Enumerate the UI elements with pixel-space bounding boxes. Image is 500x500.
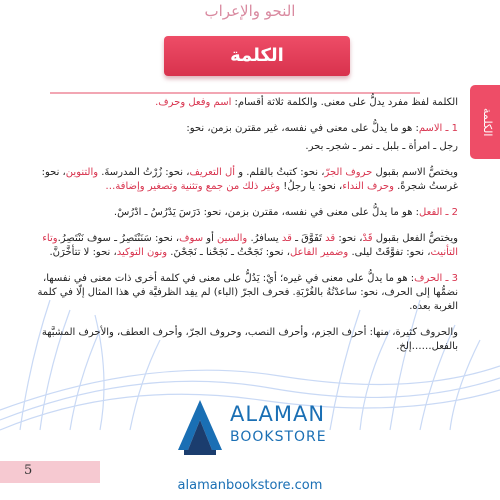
highlighted-text: حروف الجرّ [324,167,373,178]
particle-definition [36,272,458,314]
highlighted-text: والسين [217,233,248,244]
highlighted-text: وغير ذلك من جمع وتثنية وتصغير وإضافة… [105,181,281,192]
page-title: الكلمة [230,45,284,66]
text-run: : هو ما يدلُّ على معنى في غيره؛ أيْ: يَدُلُّ على معنى في كلمة أخرى ذات معنى في نفسها، نضمُّها إلى الحرف، نحو: ساعدْتُهُ بالغُرْبَةِ. فحرف الجرّ (الباء) لم يفِد الظرفيَّة في هذا المثال إلّا في كلمة الغربة بعده. [37,273,458,312]
text-run: ، نحو: يا رجلُ! [280,181,343,192]
particle-types [36,326,458,354]
highlighted-text: قد [325,233,336,244]
text-run: ، نحو: غرستُ شجرةً. [41,167,458,192]
text-run: ، نحو: تفوَّقَتْ ليلى. [348,247,431,258]
verb-features [36,232,458,260]
noun-features [36,166,458,194]
text-run: ، نحو: سَنَنْتَصِرُ ـ سوف نَنْتَصِرُ. [57,233,180,244]
verb-definition [36,206,458,220]
noun-examples [36,140,458,154]
text-run: : هو ما يدلُّ على معنى في نفسه، مقترن بزمن، نحو: دَرَسَ يَدْرُسُ ـ ادْرُسْ. [113,207,420,218]
text-run: الكلمة لفظ مفرد يدلُّ على معنى. والكلمة ثلاثة أقسام: [231,97,458,108]
side-tab [470,85,500,159]
title-divider [50,92,420,94]
section-heading-verb: 2 ـ الفعل [419,207,458,218]
intro-paragraph [36,96,458,110]
website-link[interactable]: alamanbookstore.com [177,478,323,493]
text-run: تَفَوَّقَ ـ [291,233,326,244]
text-run: ويختصُّ الفعل بقبول [372,233,458,244]
alaman-logo-icon [176,398,224,458]
noun-definition [36,122,458,136]
page-number: 5 [24,463,33,478]
highlighted-text: والتنوين [65,167,99,178]
text-run: ، نحو: نَجَحْتُ ـ نَجَحْنا ـ نَجَحْنَ. [167,247,290,258]
text-run: ، نحو: زُرْتُ المدرسةَ. [98,167,190,178]
lesson-content [36,96,458,366]
logo-subtitle: BOOKSTORE [230,429,327,445]
text-run: ، نحو: [335,233,363,244]
highlighted-text: قَدْ [362,233,373,244]
highlighted-text: قد [281,233,292,244]
highlighted-text: اسم وفعل وحرف. [155,97,232,108]
highlighted-text: وضمير الفاعل [289,247,349,258]
text-run: رجل ـ امرأة ـ بلبل ـ نمر ـ شجرـ بحر. [305,141,458,152]
highlighted-text: أل التعريف [189,167,236,178]
text-run: يسافرُ. [247,233,282,244]
text-run: ويختصُّ الاسم بقبول [372,167,458,178]
text-run: : هو ما يدلُّ على معنى في نفسه، غير مقترن بزمن، نحو: [186,123,419,134]
section-heading-particle: 3 ـ الحرف [414,273,458,284]
text-run: والحروف كثيرة، منها: أحرف الجزم، وأحرف النصب، وحروف الجرّ، وأحرف العطف، والأحرف المشبَّهة بالفعل……إلخ. [41,327,458,352]
highlighted-text: سوف [179,233,204,244]
highlighted-text: ونون التوكيد [116,247,168,258]
highlighted-text: وتاء التأنيث [42,233,458,258]
text-run: ، نحو: لا تتأخَّرَنَّ. [49,247,117,258]
side-tab-label: الكلمة [481,107,494,137]
section-heading-noun: 1 ـ الاسم [418,123,458,134]
highlighted-text: وحرف النداء [342,181,394,192]
text-run: أو [203,233,218,244]
text-run: ، نحو: كتبتُ بالقلم. و [235,167,325,178]
title-banner [164,36,350,76]
logo-name: ALAMAN [230,402,326,426]
book-header: النحو والإعراب [204,2,296,20]
